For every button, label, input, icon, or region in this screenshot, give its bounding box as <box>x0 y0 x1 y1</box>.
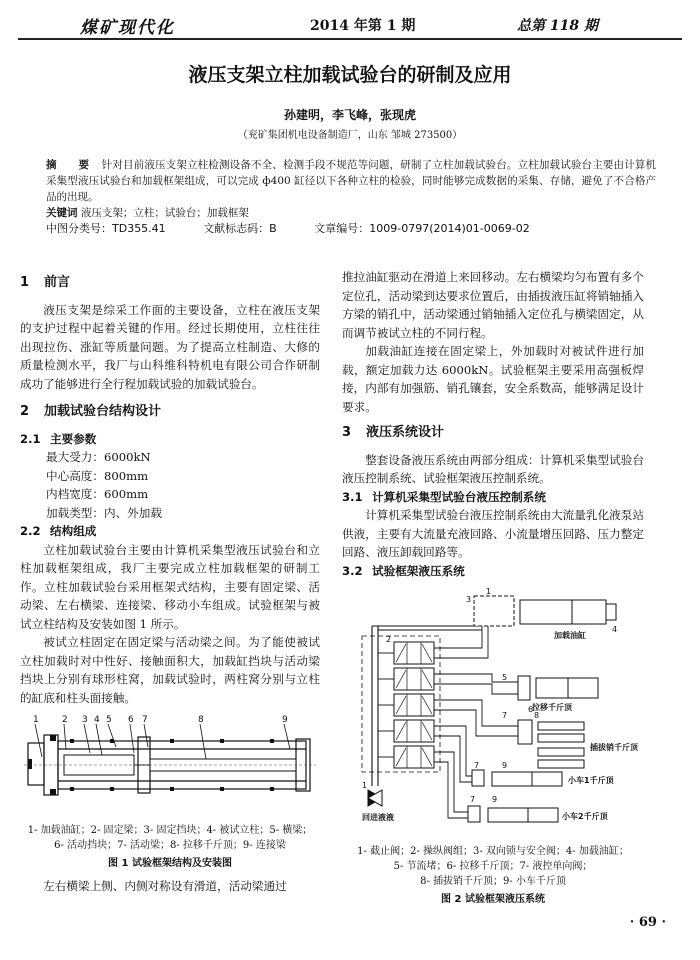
svg-text:9: 9 <box>492 795 498 804</box>
subsection-heading-3-1: 3.1 计算机采集型试验台液压控制系统 <box>342 489 546 504</box>
param-max-force: 最大受力：6000kN <box>46 450 151 464</box>
right-paragraph-2: 加载油缸连接在固定梁上，外加载时对被试件进行加载，额定加载力达 6000kN。试验框架主要采用高强板焊接，内部有加强筋、销孔镶套，安全系数高，能够满足设计要求。 <box>342 344 644 414</box>
figure-1-caption-line-1: 1- 加载油缸；2- 固定梁；3- 固定挡块；4- 被试立柱；5- 横梁； <box>27 824 313 836</box>
param-load-type: 加载类型：内、外加载 <box>46 505 162 520</box>
running-header <box>18 12 682 40</box>
abstract-block <box>46 157 656 237</box>
param-inner-width: 内档宽度：600mm <box>46 487 149 501</box>
keywords-label: 关键词 <box>46 207 78 219</box>
journal-name: 煤矿现代化 <box>80 18 175 38</box>
fig2-label-return-inlet: 回进液液 <box>362 813 394 822</box>
figure-1-caption-line-2: 6- 活动挡块；7- 活动梁；8- 拉移千斤顶；9- 连接梁 <box>54 839 286 851</box>
figure-2 <box>342 586 644 909</box>
svg-text:6: 6 <box>528 705 534 714</box>
article-number: 文章编号：1009-0797(2014)01-0069-02 <box>314 222 530 235</box>
total-issue-label: 总第 118 期 <box>517 18 598 34</box>
svg-text:3: 3 <box>466 595 472 604</box>
fig1-callout-7: 7 <box>142 715 148 725</box>
paper-authors: 孙建明，李飞峰，张现虎 <box>283 108 416 122</box>
right-paragraph-1: 推拉油缸驱动在滑道上来回移动。左右横梁均匀布置有多个定位孔，活动梁到达要求位置后，由插拔液压缸将销轴插入方梁的销孔中，活动梁通过销轴插入定位孔与横梁固定，从而调节被试立柱的不同行程。 <box>342 270 644 340</box>
left-last-paragraph: 左右横梁上侧、内侧对称设有滑道，活动梁通过 <box>43 879 287 893</box>
svg-text:4: 4 <box>612 625 618 634</box>
fig1-callout-5: 5 <box>106 715 112 725</box>
subsection-heading-2-2: 2.2 结构组成 <box>20 524 97 538</box>
fig2-label-pin-jack: 插拔销千斤顶 <box>590 743 638 752</box>
fig1-callout-4: 4 <box>94 715 100 725</box>
figure-1-title: 图 1 试验框架结构及安装图 <box>108 857 232 869</box>
svg-text:7: 7 <box>470 795 476 804</box>
svg-text:2: 2 <box>386 635 392 644</box>
svg-text:8: 8 <box>534 711 540 720</box>
fig1-callout-9: 9 <box>282 715 288 725</box>
subsection-heading-3-2: 3.2 试验框架液压系统 <box>342 563 465 578</box>
fig1-callout-3: 3 <box>82 715 88 725</box>
figure-2-drawing <box>342 586 644 838</box>
section-heading-2: 2 加载试验台结构设计 <box>20 404 162 419</box>
classification-line <box>46 221 656 237</box>
subsection-heading-2-1: 2.1 主要参数 <box>20 431 97 446</box>
fig2-label-cart1-jack: 小车1千斤顶 <box>568 776 614 785</box>
svg-text:7: 7 <box>474 761 480 770</box>
issue-label: 2014 年第 1 期 <box>310 18 416 34</box>
fig1-callout-1: 1 <box>33 715 39 725</box>
fig2-label-pull-jack: 拉移千斤顶 <box>532 703 572 712</box>
figure-1 <box>20 713 320 873</box>
fig2-label-load-cylinder: 加载油缸 <box>554 631 586 640</box>
paper-affiliation: （兖矿集团机电设备制造厂，山东 邹城 273500） <box>237 130 463 141</box>
abstract-paragraph <box>46 157 656 205</box>
svg-text:7: 7 <box>502 711 508 720</box>
fig1-callout-6: 6 <box>128 715 134 725</box>
section-2-2-paragraph-1: 立柱加载试验台主要由计算机采集型液压试验台和立柱加载框架组成，我厂主要完成立柱加载框架的研制工作。立柱加载试验台采用框架式结构，主要有固定梁、活动梁、左右横梁、连接梁、移动小车组成。试验框架与被试立柱结构及安装如图 1 所示。 <box>20 542 320 631</box>
figure-2-caption-line-2: 5- 节流堵；6- 拉移千斤顶；7- 液控单向阀； <box>393 860 593 872</box>
fig1-callout-8: 8 <box>198 715 204 725</box>
section-3-1-paragraph: 计算机采集型试验台液压控制系统由大流量乳化液泵站供液，主要有大流量充液回路、小流量增压回路、压力整定回路、液压卸载回路等。 <box>342 508 644 559</box>
paper-title: 液压支架立柱加载试验台的研制及应用 <box>188 64 512 86</box>
document-code: 文献标志码：B <box>203 222 277 235</box>
svg-text:9: 9 <box>502 761 508 770</box>
page-number: · 69 · <box>629 915 666 930</box>
figure-1-drawing <box>20 713 320 817</box>
keywords-line <box>46 205 656 221</box>
svg-text:1: 1 <box>486 587 492 596</box>
keywords-text: 液压支架；立柱；试验台；加载框架 <box>80 207 249 219</box>
section-heading-3: 3 液压系统设计 <box>342 425 445 440</box>
section-heading-1: 1 前言 <box>20 275 71 290</box>
section-2-2-paragraph-2: 被试立柱固定在固定梁与活动梁之间。为了能使被试立柱加载时对中性好、接触面积大，加载缸挡块与活动梁挡块上分别有球形柱窝，加载试验时，两柱窝分别与立柱的缸底和柱头面接触。 <box>20 635 320 705</box>
svg-text:1: 1 <box>362 781 368 790</box>
left-column <box>20 268 320 896</box>
param-center-height: 中心高度：800mm <box>46 468 149 483</box>
svg-text:5: 5 <box>502 673 508 682</box>
fig2-label-cart2-jack: 小车2千斤顶 <box>562 812 608 821</box>
section-1-paragraph: 液压支架是综采工作面的主要设备，立柱在液压支架的支护过程中起着关键的作用。经过长期使用，立柱往往出现拉伤、涨缸等质量问题。为了提高立柱制造、大修的质量检测水平，我厂与山科维科特机电有限公司合作研制成功了能够进行全行程加载试验的加载试验台。 <box>20 302 320 391</box>
fig1-callout-2: 2 <box>62 715 68 725</box>
abstract-text: 针对目前液压支架立柱检测设备不全、检测手段不规范等问题，研制了立柱加载试验台。立柱加载试验台主要由计算机采集型液压试验台和加载框架组成，可以完成 ф400 缸径以下各种立柱的检验，同时能够完成数据的采集、存储，避免了不合格产品的出现。 <box>46 159 657 203</box>
figure-2-caption-line-3: 8- 插拔销千斤顶；9- 小车千斤顶 <box>420 875 566 887</box>
clc-number: 中图分类号：TD355.41 <box>46 222 166 235</box>
abstract-label: 摘 要 <box>46 159 99 171</box>
figure-2-title: 图 2 试验框架液压系统 <box>441 893 545 905</box>
section-3-paragraph: 整套设备液压系统由两部分组成：计算机采集型试验台液压控制系统、试验框架液压控制系统。 <box>342 452 644 485</box>
right-column <box>342 268 644 913</box>
figure-2-caption-line-1: 1- 截止阀；2- 操纵阀组；3- 双向锁与安全阀；4- 加载油缸； <box>357 845 629 857</box>
